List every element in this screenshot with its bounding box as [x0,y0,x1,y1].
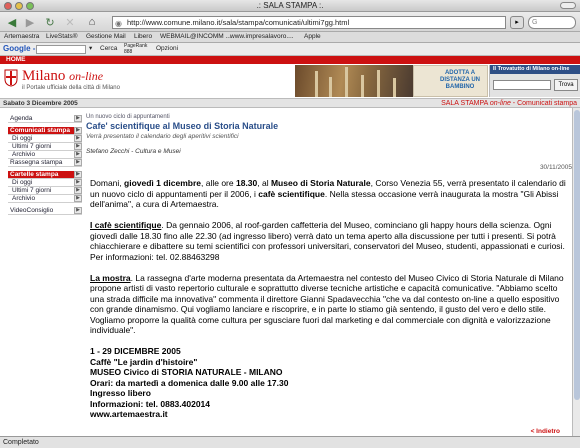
event-location: MUSEO Civico di STORIA NATURALE - MILANO [90,367,283,377]
sidebar-item-archivio[interactable] [8,151,82,159]
sidebar-item-cartelle-stampa[interactable] [8,171,82,179]
sidebar-item-label: Agenda [10,115,33,122]
sidebar-item-rassegna-stampa[interactable] [8,159,82,167]
cathedral-banner-image [295,65,413,97]
google-search-input[interactable] [36,45,86,54]
google-options-button[interactable]: Opzioni [156,45,179,52]
paragraph-heading: La mostra [90,272,131,283]
sidebar-item-videoconsiglio[interactable] [8,207,82,215]
arrow-icon: ▶ [74,159,82,166]
article-paragraph [90,220,568,262]
vertical-scrollbar[interactable] [572,108,580,436]
sidebar-item-di-oggi[interactable] [8,135,82,143]
arrow-icon: ▶ [74,171,82,178]
text-run: . Da gennaio 2006, al roof-garden caffetteria del Museo, cominciano gli happy hours della scienza. Ogni giovedì dalle 18.30 fino alle 22.30 (ad ingresso libero) verrà dato un tema aperto alla discussione per tutti i presenti. Si potrà chiacchierare e dibattere su temi scientifici con professori universitari, conservatori del Museo, studenti, appassionati e curiosi. [90,220,565,251]
sidebar-item-label: Archivio [12,195,36,202]
sidebar-item-agenda[interactable] [8,115,82,123]
window-title: .: SALA STAMPA :. [256,1,324,10]
date-bar [0,98,580,108]
site-search-input[interactable] [493,80,551,90]
text-run: , al [257,178,271,188]
event-venue-name: Caffè "Le jardin d'histoire" [90,356,198,367]
sidebar-item-label: Comunicati stampa [10,127,70,134]
article-paragraph [90,178,568,210]
section-title-suffix: - Comunicati stampa [510,100,577,107]
text-run: , Corso Venezia 55, verrà presentato il calendario di un nuovo ciclo di appuntamenti per il 2006, i [90,178,566,199]
article [86,110,572,433]
text-run: Domani, [90,178,125,188]
site-header [0,64,580,98]
address-bar-url: http://www.comune.milano.it/sala/stampa/comunicati/ultimi7gg.html [127,18,350,27]
bookmark-item[interactable]: LiveStats® [46,33,78,40]
article-date: 30/11/2005 [539,164,572,171]
text-run: . La rassegna d'arte moderna presentata da Artemaestra nel contesto del Museo Civico di Storia Naturale di Milano propone artisti di vasto repertorio culturale e soprattutto diverse tecniche artistiche e capacità comunicative. "Abbiamo scelto una strada difficile ma innovativa" commenta il direttore Gianni Spadavecchia "che va dal contesto on-line a quello espositivo con grande dinamismo. Qui vogliamo lanciare e riscoprire, e in parte lo stiamo già sentendo, il gusto del vero e dello stile. Vogliamo proporre la qualità come cultura per sgusciare fuori dal marketing e dal commerciale con dignità e valorizzazione individuale". [90,272,564,335]
arrow-icon: ▶ [74,179,82,186]
page-favicon-icon: ◉ [115,19,122,28]
arrow-icon: ▶ [74,187,82,194]
bookmark-item[interactable]: WEBMAIL@INCOMM ... [160,33,231,40]
bookmark-item[interactable]: Artemaestra [4,33,40,40]
address-bar[interactable] [112,16,506,29]
back-arrow-icon[interactable]: ◀ [7,16,17,29]
article-kicker: Un nuovo ciclo di appuntamenti [86,114,170,120]
home-link[interactable]: HOME [0,56,580,64]
sidebar-item-ultimi-7-giorni[interactable] [8,187,82,195]
search-input[interactable]: G [528,16,576,29]
site-search-button[interactable]: Trova [554,79,578,91]
sidebar-item-label: Di oggi [12,135,33,142]
text-run: giovedì 1 dicembre [124,178,202,188]
bookmarks-bar [0,32,580,43]
adoption-ad-banner[interactable] [413,65,488,97]
scrollbar-thumb[interactable] [574,110,580,400]
bookmark-item[interactable]: www.impresalavoro.... [230,33,294,40]
sidebar-item-ultimi-7-giorni[interactable] [8,143,82,151]
sidebar-item-comunicati-stampa[interactable] [8,127,82,135]
sidebar-item-label: VideoConsiglio [10,207,54,214]
site-name: Milano [22,68,66,84]
text-run: . Nella stessa occasione verrà inaugurata la mostra "Gli Abissi dell'anima", a cura di Artemaestra. [90,188,559,209]
arrow-icon: ▶ [74,143,82,150]
article-body [90,178,568,420]
text-run: cafè scientifique [258,188,325,199]
site-name-suffix: on-line [69,69,104,83]
ad-text: ADOTTA A DISTANZA UN BAMBINO [440,70,480,90]
section-title-prefix: SALA STAMPA [441,100,488,107]
reload-icon[interactable]: ↻ [45,16,55,29]
pagerank-indicator: PageRank 888 [124,43,148,55]
toolbar-toggle-button[interactable] [560,2,576,9]
section-title [441,99,577,108]
browser-toolbar [0,12,580,32]
status-bar: Completato [0,436,580,448]
event-phone: Informazioni: tel. 0883.402014 [90,398,210,409]
event-hours: Orari: da martedì a domenica dalle 9.00 alle 17.30 [90,377,289,388]
text-run: 18.30 [235,178,258,188]
event-dates: 1 - 29 DICEMBRE 2005 [90,346,181,356]
milano-crest-icon [4,69,18,87]
paragraph-heading: I cafè scientifique [90,220,162,230]
arrow-icon: ▶ [74,127,82,134]
arrow-icon: ▶ [74,135,82,142]
sidebar-item-di-oggi[interactable] [8,179,82,187]
arrow-icon: ▶ [74,207,82,214]
event-details [90,346,568,420]
article-subtitle: Verrà presentato il calendario degli aperitivi scientifici [86,133,239,140]
sidebar-item-archivio[interactable] [8,195,82,203]
window-titlebar [0,0,580,12]
text-run: Museo di Storia Naturale [270,178,371,188]
sidebar-item-label: Ultimi 7 giorni [12,187,52,194]
forward-arrow-icon[interactable]: ▶ [25,16,35,29]
arrow-icon: ▶ [74,195,82,202]
contact-info: Per informazioni: tel. 02.88463298 [90,251,220,262]
current-date: Sabato 3 Dicembre 2005 [3,100,78,107]
back-link[interactable]: < Indietro [530,428,560,435]
article-title: Cafe' scientifique al Museo di Storia Naturale [86,121,279,131]
bookmark-item[interactable]: Libero [134,33,153,40]
article-byline: Stefano Zecchi - Cultura e Musei [86,148,181,155]
sidebar-nav [8,115,82,215]
bookmark-item[interactable]: Gestione Mail [86,33,126,40]
bookmark-item[interactable]: Apple [304,33,321,40]
sidebar-item-label: Rassegna stampa [10,159,63,166]
sidebar-item-label: Di oggi [12,179,33,186]
sidebar-item-label: Cartelle stampa [10,171,59,178]
stop-icon[interactable]: ✕ [65,16,75,29]
event-admission: Ingresso libero [90,388,151,398]
arrow-icon: ▶ [74,115,82,122]
sidebar-item-label: Archivio [12,151,36,158]
section-title-italic: on-line [489,100,511,107]
article-paragraph [90,273,568,336]
sidebar-item-label: Ultimi 7 giorni [12,143,52,150]
google-logo[interactable]: Google - [3,44,36,53]
text-run: , alle ore [201,178,236,188]
go-button[interactable]: ▸ [510,16,524,29]
site-logo[interactable] [22,68,103,85]
site-tagline: il Portale ufficiale della città di Milano [22,85,120,91]
event-website[interactable]: www.artemaestra.it [90,409,168,419]
google-toolbar [0,43,580,56]
site-search-title: Il Trovatutto di Milano on-line [490,65,580,74]
google-dropdown-icon[interactable]: ▾ [89,45,93,52]
home-icon[interactable]: ⌂ [88,16,96,28]
site-search-box [489,65,580,97]
google-search-button[interactable]: Cerca [100,45,118,52]
arrow-icon: ▶ [74,151,82,158]
